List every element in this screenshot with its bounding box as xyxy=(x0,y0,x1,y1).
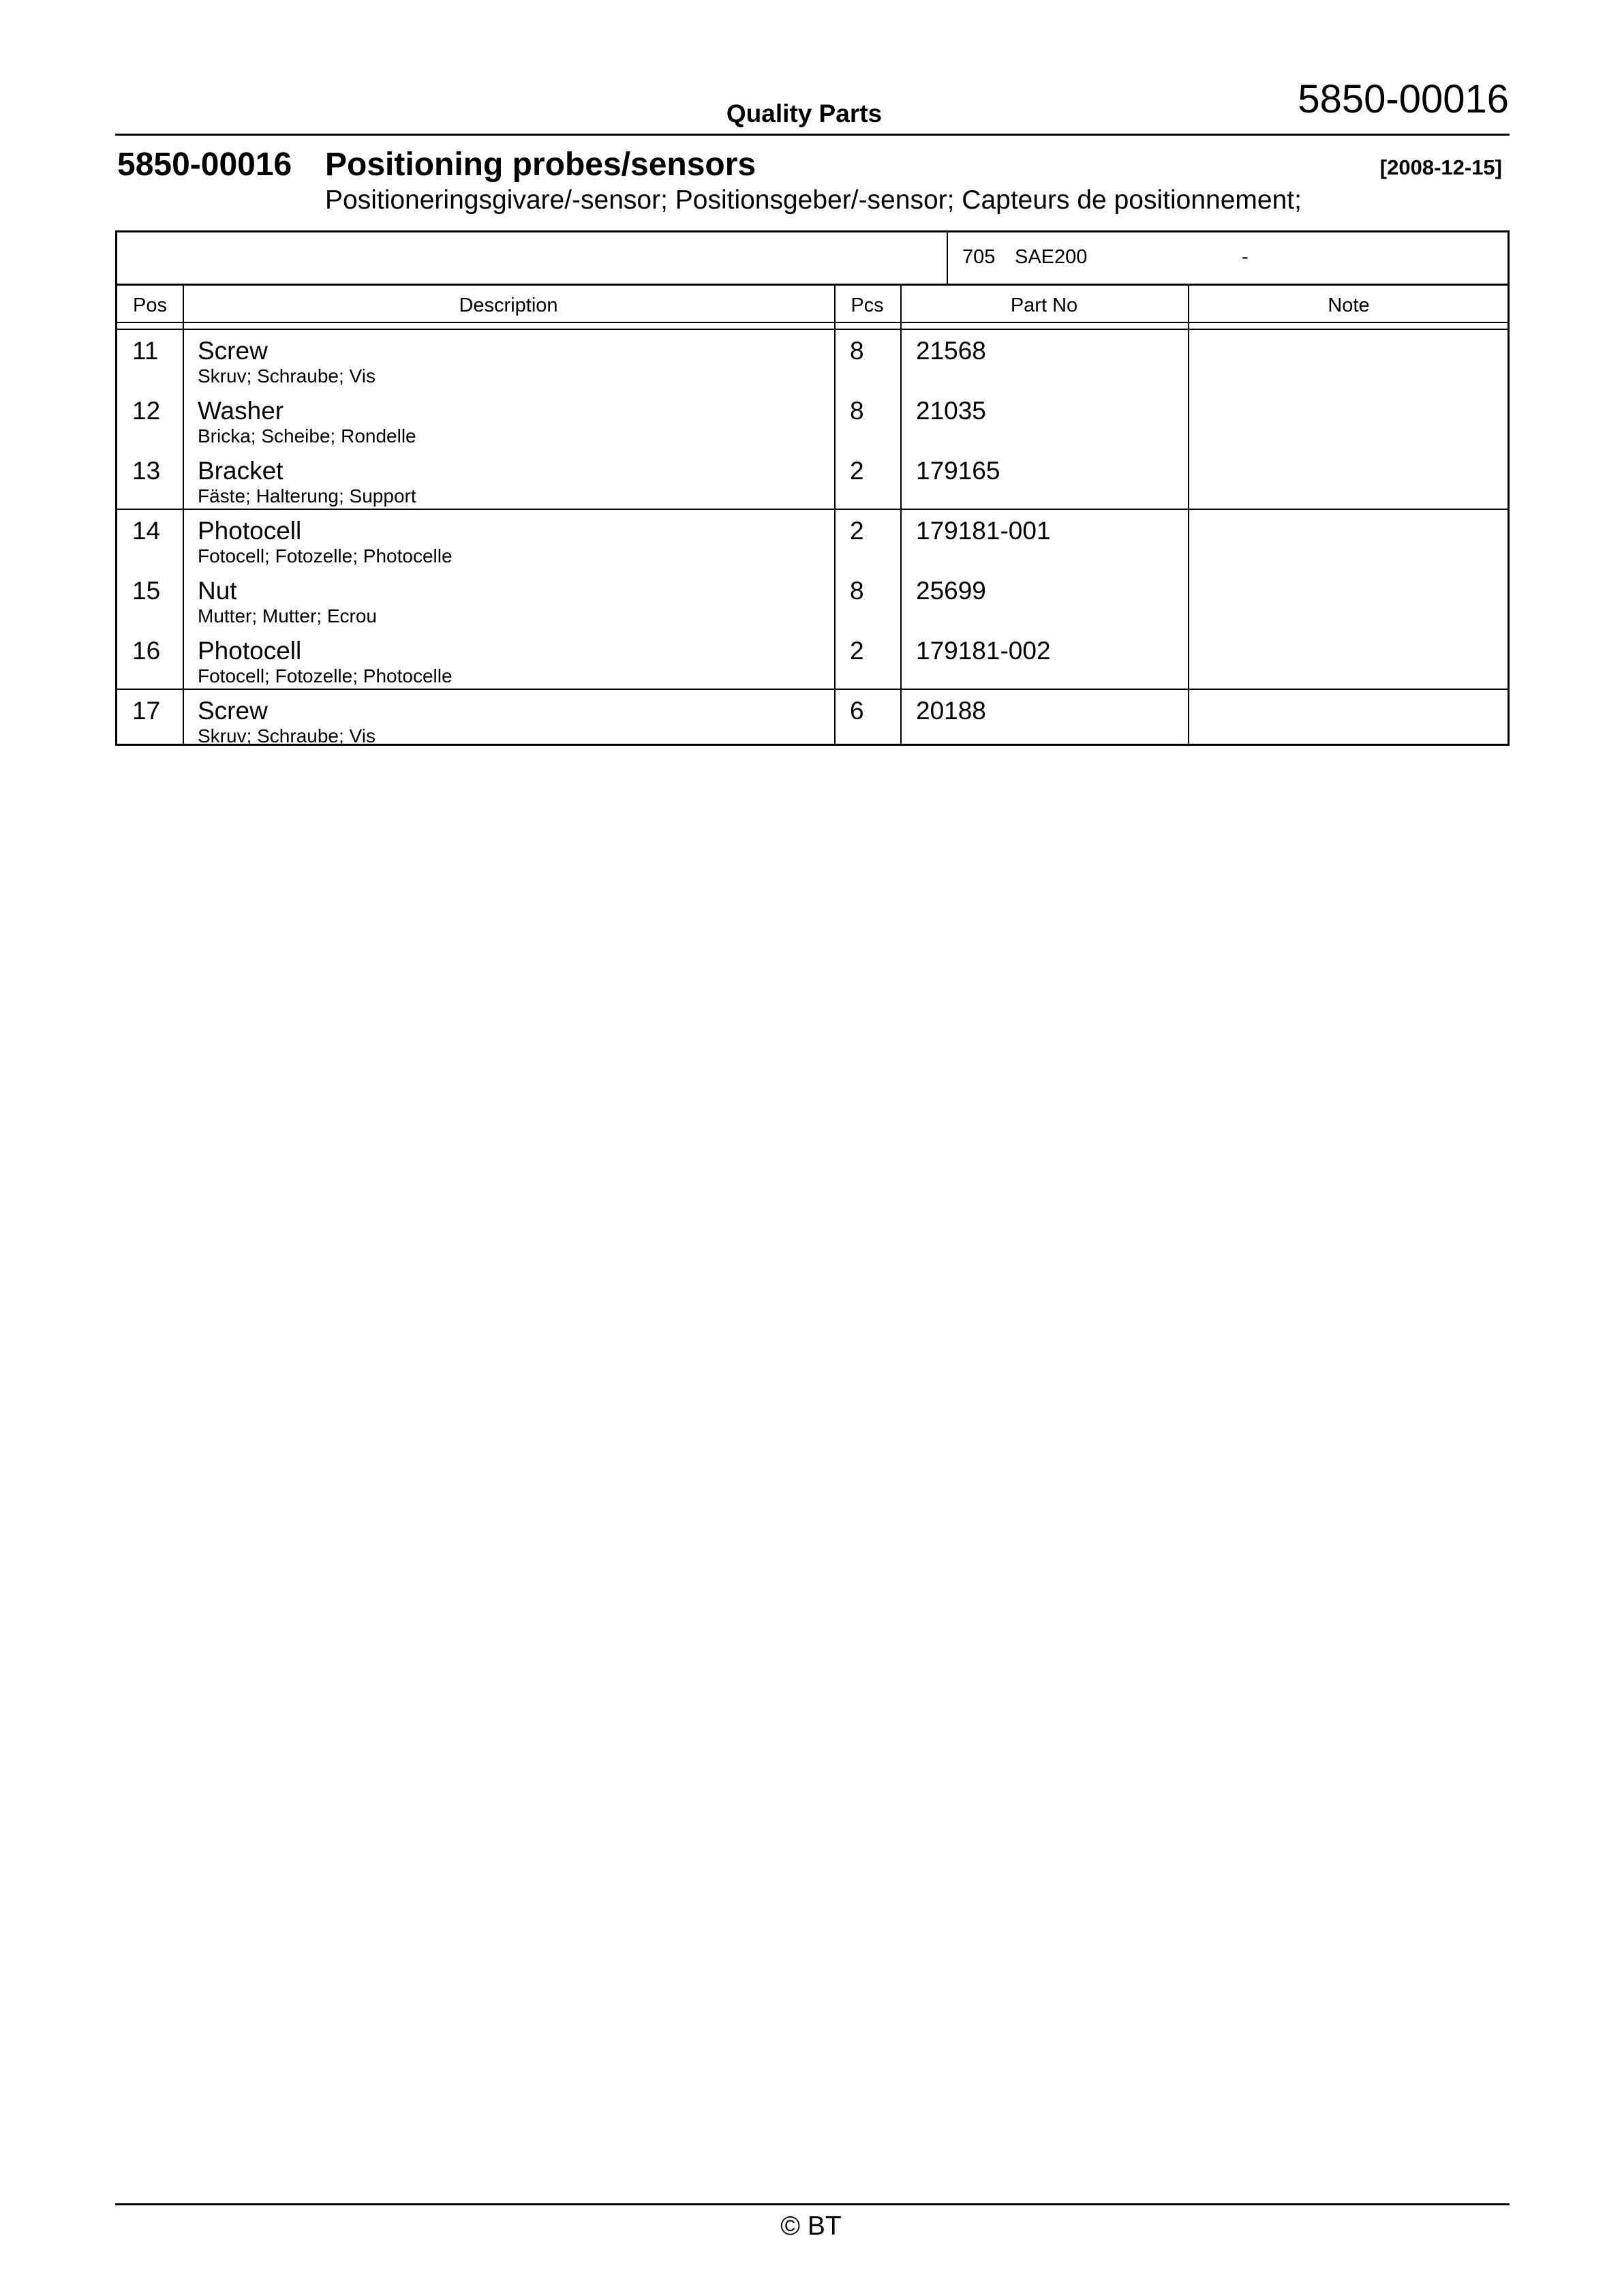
row-translation: Fotocell; Fotozelle; Photocelle xyxy=(198,665,453,686)
row-pos: 17 xyxy=(132,697,161,725)
model-divider xyxy=(947,232,948,284)
table-row xyxy=(117,570,1508,630)
row-part-no: 21035 xyxy=(916,397,986,425)
row-description: Photocell xyxy=(198,517,302,545)
footer-divider xyxy=(115,2203,1510,2205)
part-group-code: 5850-00016 xyxy=(117,147,292,183)
row-part-no: 179181-001 xyxy=(916,517,1051,545)
table-row xyxy=(117,510,1508,570)
copyright: © BT xyxy=(780,2211,842,2241)
table-row xyxy=(117,330,1508,390)
column-header-divider-top xyxy=(117,322,1508,323)
column-header-description: Description xyxy=(459,294,558,316)
column-header-note: Note xyxy=(1328,294,1370,316)
table-row xyxy=(117,630,1508,690)
row-description: Bracket xyxy=(198,457,284,485)
model-name: SAE200 xyxy=(1015,246,1088,268)
row-pos: 12 xyxy=(132,397,161,425)
row-pos: 13 xyxy=(132,457,161,485)
row-pos: 11 xyxy=(132,337,159,365)
row-pcs: 2 xyxy=(850,637,864,665)
table-row xyxy=(117,690,1508,750)
row-translation: Fäste; Halterung; Support xyxy=(198,485,416,507)
row-translation: Mutter; Mutter; Ecrou xyxy=(198,605,377,626)
row-description: Nut xyxy=(198,577,237,605)
row-pcs: 2 xyxy=(850,457,864,485)
row-pos: 16 xyxy=(132,637,161,665)
header-divider xyxy=(115,134,1510,136)
row-description: Washer xyxy=(198,397,284,425)
row-pcs: 2 xyxy=(850,517,864,545)
parts-table xyxy=(115,230,1510,746)
table-row xyxy=(117,450,1508,510)
row-pcs: 8 xyxy=(850,577,864,605)
row-part-no: 179181-002 xyxy=(916,637,1051,665)
row-pcs: 8 xyxy=(850,397,864,425)
title-translations: Positioneringsgivare/-sensor; Positionsgeber/-sensor; Capteurs de positionnement; xyxy=(325,185,1302,215)
model-range: - xyxy=(1242,246,1249,268)
row-description: Photocell xyxy=(198,637,302,665)
row-part-no: 179165 xyxy=(916,457,1000,485)
row-part-no: 25699 xyxy=(916,577,986,605)
row-translation: Skruv; Schraube; Vis xyxy=(198,365,376,387)
row-pcs: 8 xyxy=(850,337,864,365)
column-header-part-no: Part No xyxy=(1010,294,1078,316)
model-number: 705 xyxy=(962,246,996,268)
row-translation: Skruv; Schraube; Vis xyxy=(198,725,376,746)
table-row xyxy=(117,390,1508,450)
row-pos: 14 xyxy=(132,517,161,545)
row-description: Screw xyxy=(198,697,268,725)
row-part-no: 20188 xyxy=(916,697,986,725)
model-row-divider xyxy=(117,284,1508,286)
row-translation: Bricka; Scheibe; Rondelle xyxy=(198,425,416,447)
column-header-pcs: Pcs xyxy=(851,294,884,316)
section-title: Quality Parts xyxy=(726,100,883,127)
document-number: 5850-00016 xyxy=(1298,77,1509,121)
row-part-no: 21568 xyxy=(916,337,986,365)
row-pcs: 6 xyxy=(850,697,864,725)
row-description: Screw xyxy=(198,337,268,365)
part-group-title: Positioning probes/sensors xyxy=(325,147,756,183)
column-header-pos: Pos xyxy=(133,294,167,316)
row-pos: 15 xyxy=(132,577,161,605)
revision-date: [2008-12-15] xyxy=(1379,155,1502,179)
row-translation: Fotocell; Fotozelle; Photocelle xyxy=(198,545,453,567)
